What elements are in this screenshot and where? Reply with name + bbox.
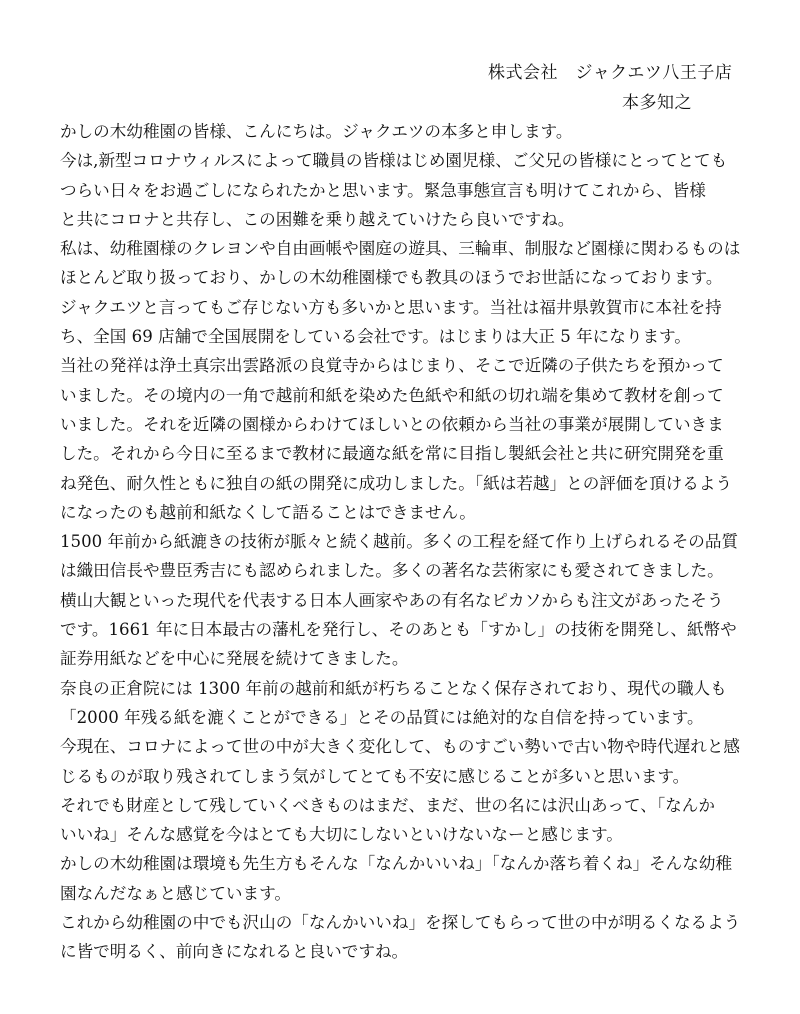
body-line: かしの木幼稚園の皆様、こんにちは。ジャクエツの本多と申します。 xyxy=(60,122,573,141)
body-line: それでも財産として残していくべきものはまだ、まだ、世の名には沢山あって、「なんか xyxy=(60,795,715,815)
body-line: 奈良の正倉院には 1300 年前の越前和紙が朽ちることなく保存されており、現代の職人も xyxy=(60,678,727,698)
body-line: 私は、幼稚園様のクレヨンや自由画帳や園庭の遊具、三輪車、制服など園様に関わるものは xyxy=(60,239,741,259)
body-line: になったのも越前和紙なくして語ることはできません。 xyxy=(60,502,476,522)
body-line: これから幼稚園の中でも沢山の「なんかいいね」を探してもらって世の中が明るくなるよう xyxy=(60,913,741,933)
body-line: ほとんど取り扱っており、かしの木幼稚園様でも教具のほうでお世話になっております。 xyxy=(60,268,723,288)
body-line: 今は,新型コロナウィルスによって職員の皆様はじめ園児様、ご父兄の皆様にとってとても xyxy=(60,151,728,171)
body-line: いました。それを近隣の園様からわけてほしいとの依頼から当社の事業が展開していきま xyxy=(60,414,724,434)
body-line: と共にコロナと共存し、この困難を乗り越えていけたら良いですね。 xyxy=(60,209,575,229)
body-line: ジャクエツと言ってもご存じない方も多いかと思います。当社は福井県敦賀市に本社を持 xyxy=(60,297,722,317)
body-line: は織田信長や豊臣秀吉にも認められました。多くの著名な芸術家にも愛されてきました。 xyxy=(60,561,724,581)
body-line: いました。その境内の一角で越前和紙を染めた色紙や和紙の切れ端を集めて教材を創って xyxy=(60,385,724,405)
body-line: 横山大観といった現代を代表する日本人画家やあの有名なピカソからも注文があったそう xyxy=(60,590,724,610)
body-line: です。1661 年に日本最古の藩札を発行し、そのあとも「すかし」の技術を開発し、紙幣や xyxy=(60,620,737,640)
company-name: 株式会社 ジャクエツ八王子店 xyxy=(488,63,733,83)
body-line: つらい日々をお過ごしになられたかと思います。緊急事態宣言も明けてこれから、皆様 xyxy=(60,180,706,200)
body-line: ち、全国 69 店舗で全国展開をしている会社です。はじまりは大正 5 年になります。 xyxy=(60,327,691,347)
body-line: 園なんだなぁと感じています。 xyxy=(60,883,291,903)
body-line: 今現在、コロナによって世の中が大きく変化して、ものすごい勢いで古い物や時代遅れと感 xyxy=(60,737,741,757)
body-line: じるものが取り残されてしまう気がしてとても不安に感じることが多いと思います。 xyxy=(60,766,690,786)
body-line: 当社の発祥は浄土真宗出雲路派の良覚寺からはじまり、そこで近隣の子供たちを預かって xyxy=(60,356,724,376)
author-name: 本多知之 xyxy=(622,93,692,113)
body-line: 「2000 年残る紙を漉くことができる」とその品質には絶対的な自信を持っています。 xyxy=(60,707,704,727)
body-line: 証券用紙などを中心に発展を続けてきました。 xyxy=(60,649,409,669)
body-line: に皆で明るく、前向きになれると良いですね。 xyxy=(60,942,409,962)
body-line: ね発色、耐久性ともに独自の紙の開発に成功しました。「紙は若越」との評価を頂けるよう xyxy=(60,473,733,493)
body-line: した。それから今日に至るまで教材に最適な紙を常に目指し製紙会社と共に研究開発を重 xyxy=(60,444,724,464)
body-line: 1500 年前から紙漉きの技術が脈々と続く越前。多くの工程を経て作り上げられるその品質 xyxy=(60,532,739,552)
letter-body xyxy=(60,117,760,967)
body-line: いいね」そんな感覚を今はとても大切にしないといけないなーと感じます。 xyxy=(60,825,623,845)
body-line: かしの木幼稚園は環境も先生方もそんな「なんかいいね」「なんか落ち着くね」そんな幼稚 xyxy=(60,854,733,874)
